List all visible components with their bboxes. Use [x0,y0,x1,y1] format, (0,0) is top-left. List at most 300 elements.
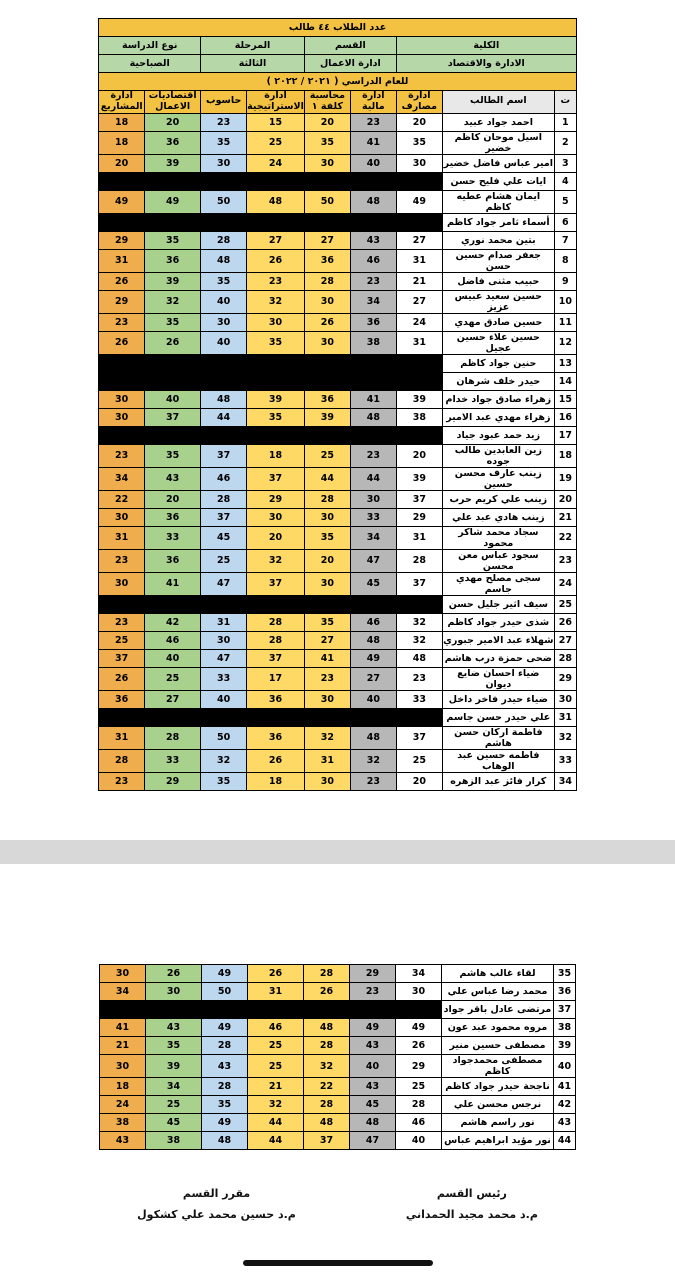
row-index: 5 [554,190,576,213]
grades-table-bottom [99,964,576,1150]
grade-cell: 20 [145,113,201,131]
row-index: 8 [554,249,576,272]
student-name: شهلاء عبد الامير جبوري [442,631,554,649]
table-row [99,772,577,790]
grade-cell: 30 [304,772,350,790]
grade-cell: 30 [100,965,146,983]
table-row [100,1037,576,1055]
col-header-subject-1: ادارة مصارف [396,91,442,114]
grade-cell [145,354,201,372]
grade-cell: 23 [350,983,396,1001]
row-index: 44 [554,1132,576,1150]
grade-cell: 20 [396,444,442,467]
grade-cell: 39 [145,272,201,290]
grade-cell: 32 [248,1096,304,1114]
row-index: 21 [554,508,576,526]
grade-cell [99,172,145,190]
grade-cell: 31 [99,526,145,549]
grade-cell: 23 [304,667,350,690]
grade-cell: 37 [145,408,201,426]
grade-cell: 18 [247,772,305,790]
grade-cell: 43 [146,1019,202,1037]
student-name: علي حيدر حسن جاسم [442,708,554,726]
grade-cell [99,354,145,372]
grade-cell: 34 [350,290,396,313]
grade-cell [396,213,442,231]
student-name: امير عباس فاضل خضير [442,154,554,172]
grade-cell: 43 [350,231,396,249]
row-index: 14 [554,372,576,390]
grade-cell: 47 [350,549,396,572]
table-body-top [99,113,577,790]
grade-cell: 22 [99,490,145,508]
student-name: زينب علي كريم حرب [442,490,554,508]
grade-cell: 48 [396,649,442,667]
grade-cell: 30 [247,313,305,331]
grade-cell [145,595,201,613]
grade-cell: 26 [247,249,305,272]
grade-cell: 23 [350,272,396,290]
student-name: سجى مصلح مهدي جاسم [442,572,554,595]
grade-cell [145,426,201,444]
row-index: 29 [554,667,576,690]
table-row [100,965,576,983]
grade-cell: 30 [304,572,350,595]
grade-cell: 25 [304,444,350,467]
grade-cell [350,213,396,231]
student-name: زيد حمد عبود جياد [442,426,554,444]
student-name: نور مؤيد ابراهيم عباس [442,1132,554,1150]
grade-cell: 30 [350,490,396,508]
grade-cell [350,595,396,613]
student-name: حسين صادق مهدي [442,313,554,331]
grade-cell: 36 [145,549,201,572]
grade-cell: 36 [247,690,305,708]
row-index: 7 [554,231,576,249]
row-index: 35 [554,965,576,983]
grade-cell: 35 [304,131,350,154]
grade-cell: 46 [350,249,396,272]
head-title: رئيس القسم [436,1187,507,1200]
grade-cell: 23 [99,313,145,331]
table-row [99,213,577,231]
grade-cell: 25 [146,1096,202,1114]
grade-cell: 35 [145,313,201,331]
table-row [99,631,577,649]
grade-cell: 27 [247,231,305,249]
grade-cell: 41 [350,390,396,408]
grade-cell: 46 [396,1114,442,1132]
table-body-bottom [100,965,576,1150]
grade-cell [304,426,350,444]
grade-cell: 25 [99,631,145,649]
grade-cell: 32 [247,549,305,572]
table-row [99,113,577,131]
grade-cell: 23 [99,772,145,790]
grade-cell: 26 [99,667,145,690]
table-row [99,667,577,690]
grade-cell: 48 [247,190,305,213]
grade-cell: 48 [202,1132,248,1150]
grade-cell: 31 [201,613,247,631]
grade-cell: 48 [350,631,396,649]
grade-cell: 31 [396,249,442,272]
grade-cell [350,372,396,390]
grade-cell: 35 [146,1037,202,1055]
grade-cell: 31 [396,331,442,354]
grade-cell: 25 [248,1037,304,1055]
grade-cell [304,595,350,613]
grade-cell: 42 [145,613,201,631]
grade-cell: 30 [396,983,442,1001]
row-index: 23 [554,549,576,572]
grade-cell: 35 [201,272,247,290]
grade-cell: 45 [350,1096,396,1114]
grade-cell: 29 [145,772,201,790]
student-name: زينب عارف محسن حسين [442,467,554,490]
grade-cell: 37 [304,1132,350,1150]
home-indicator [243,1260,433,1266]
grade-cell: 47 [350,1132,396,1150]
grade-cell: 49 [350,1019,396,1037]
table-row [99,313,577,331]
student-name: كرار فائز عبد الزهره [442,772,554,790]
grade-cell: 20 [145,490,201,508]
grade-cell: 32 [304,1055,350,1078]
row-index: 41 [554,1078,576,1096]
grade-cell: 49 [396,1019,442,1037]
grade-cell: 25 [247,131,305,154]
grade-cell: 35 [304,613,350,631]
grade-cell [201,172,247,190]
grade-cell: 35 [247,331,305,354]
row-index: 42 [554,1096,576,1114]
grade-cell: 18 [99,113,145,131]
grade-cell: 28 [201,231,247,249]
table-row [99,372,577,390]
grade-cell [145,213,201,231]
grade-cell: 28 [304,965,350,983]
student-name: نرجس محسن علي [442,1096,554,1114]
grade-cell [99,708,145,726]
grade-cell: 30 [304,290,350,313]
grade-cell: 48 [201,390,247,408]
row-index: 40 [554,1055,576,1078]
student-name: لقاء غالب هاشم [442,965,554,983]
row-index: 26 [554,613,576,631]
grade-cell: 27 [304,631,350,649]
grade-cell: 47 [201,572,247,595]
grade-cell [247,172,305,190]
grade-cell: 43 [202,1055,248,1078]
academic-year: للعام الدراسي ( ٢٠٢١ / ٢٠٢٢ ) [99,73,577,91]
grade-cell: 40 [201,690,247,708]
students-count: عدد الطلاب ٤٤ طالب [99,19,577,37]
grade-cell: 50 [202,983,248,1001]
table-row [99,426,577,444]
grade-cell: 40 [201,290,247,313]
table-row [99,154,577,172]
grade-cell [304,708,350,726]
grade-cell: 44 [248,1132,304,1150]
table-row [99,649,577,667]
grade-cell: 29 [396,508,442,526]
grade-cell: 18 [100,1078,146,1096]
grade-cell [99,213,145,231]
grade-cell [396,595,442,613]
table-row [99,354,577,372]
row-index: 19 [554,467,576,490]
grade-cell: 48 [350,408,396,426]
grade-cell: 34 [99,467,145,490]
grade-cell [350,1001,396,1019]
grade-cell [99,426,145,444]
grade-cell [145,372,201,390]
grades-table-top [98,18,577,791]
row-index: 28 [554,649,576,667]
row-index: 22 [554,526,576,549]
student-name: ضياء احسان ضايع ديوان [442,667,554,690]
grade-cell: 37 [247,467,305,490]
row-index: 1 [554,113,576,131]
student-name: ايمان هشام عطيه كاظم [442,190,554,213]
table-row [99,613,577,631]
grade-cell: 37 [201,508,247,526]
grade-cell [247,708,305,726]
grade-cell [201,595,247,613]
grade-cell [396,426,442,444]
row-index: 15 [554,390,576,408]
grade-cell: 46 [145,631,201,649]
student-name: مروه محمود عبد عون [442,1019,554,1037]
meta-value-stage: الثالثة [201,55,305,73]
student-name: محمد رضا عباس علي [442,983,554,1001]
grade-cell: 50 [304,190,350,213]
grade-cell: 17 [247,667,305,690]
grade-cell: 28 [304,272,350,290]
grade-cell: 46 [350,613,396,631]
grade-cell [396,354,442,372]
grade-cell: 30 [99,572,145,595]
grade-cell: 30 [99,508,145,526]
grade-cell: 31 [248,983,304,1001]
table-row [99,708,577,726]
grade-cell: 36 [145,249,201,272]
grade-cell: 32 [350,749,396,772]
grade-cell: 30 [304,154,350,172]
meta-value-college: الادارة والاقتصاد [396,55,576,73]
grade-cell: 31 [396,526,442,549]
grade-cell: 40 [350,154,396,172]
grade-cell: 23 [201,113,247,131]
row-index: 27 [554,631,576,649]
grade-cell [247,595,305,613]
grade-cell: 34 [396,965,442,983]
student-name: احمد جواد عبيد [442,113,554,131]
grade-cell: 30 [146,983,202,1001]
grade-cell [304,372,350,390]
grade-cell: 32 [396,631,442,649]
grade-cell: 25 [248,1055,304,1078]
grade-cell: 43 [145,467,201,490]
student-name: ناجحة حيدر جواد كاظم [442,1078,554,1096]
grade-cell: 43 [350,1037,396,1055]
grade-cell: 41 [304,649,350,667]
student-name: اسيل موحان كاظم خضير [442,131,554,154]
col-header-subject-3: محاسبة كلفة ١ [304,91,350,114]
grade-cell: 32 [304,726,350,749]
grade-cell: 36 [145,131,201,154]
grade-cell: 30 [201,154,247,172]
grade-cell [396,708,442,726]
grade-cell [145,172,201,190]
grade-cell: 43 [100,1132,146,1150]
grade-cell: 26 [146,965,202,983]
grade-cell: 20 [396,113,442,131]
grade-cell: 37 [247,572,305,595]
table-row [99,508,577,526]
grade-cell: 46 [201,467,247,490]
row-index: 24 [554,572,576,595]
grade-cell: 30 [304,331,350,354]
grade-cell: 31 [304,749,350,772]
grade-cell [304,213,350,231]
row-index: 34 [554,772,576,790]
grade-cell: 36 [304,249,350,272]
row-index: 25 [554,595,576,613]
table-row [100,1078,576,1096]
meta-label-college: الكلية [396,37,576,55]
row-index: 9 [554,272,576,290]
grade-cell: 37 [396,490,442,508]
student-name: زهراء صادق جواد خدام [442,390,554,408]
grade-cell: 48 [201,249,247,272]
table-row [100,1055,576,1078]
row-index: 10 [554,290,576,313]
student-name: مصطفى حسين منير [442,1037,554,1055]
grade-cell [396,372,442,390]
grade-cell: 48 [350,1114,396,1132]
grade-cell: 43 [350,1078,396,1096]
col-header-subject-5: حاسوب [201,91,247,114]
grade-cell: 23 [350,772,396,790]
grade-cell: 41 [100,1019,146,1037]
row-index: 37 [554,1001,576,1019]
student-name: فاطمة اركان حسن هاشم [442,726,554,749]
grade-cell: 28 [304,1037,350,1055]
grade-cell: 26 [247,749,305,772]
grade-cell: 23 [99,613,145,631]
grade-cell [247,354,305,372]
grade-cell: 37 [99,649,145,667]
grade-cell: 20 [396,772,442,790]
table-row [99,749,577,772]
table-row [99,408,577,426]
grade-cell: 38 [350,331,396,354]
grade-cell [145,708,201,726]
table-row [99,467,577,490]
grade-cell: 48 [304,1019,350,1037]
head-name: م.د محمد مجيد الحمداني [405,1207,538,1221]
grade-cell: 33 [145,749,201,772]
grade-cell: 18 [247,444,305,467]
grade-cell: 36 [350,313,396,331]
student-name: ضحى حمزة درب هاشم [442,649,554,667]
grade-cell: 38 [396,408,442,426]
table-row [99,595,577,613]
grade-cell: 40 [145,649,201,667]
row-index: 30 [554,690,576,708]
student-name: سيف اثير جليل حسن [442,595,554,613]
grade-cell: 33 [145,526,201,549]
student-name: حنين جواد كاظم [442,354,554,372]
grade-cell: 40 [145,390,201,408]
student-name: أسماء ثامر جواد كاظم [442,213,554,231]
grade-cell: 26 [304,313,350,331]
sheet-page-2 [0,864,675,1280]
table-row [100,1019,576,1037]
grade-cell [304,354,350,372]
grade-cell: 49 [350,649,396,667]
row-index: 2 [554,131,576,154]
grade-cell: 34 [350,526,396,549]
row-index: 13 [554,354,576,372]
grade-cell: 50 [201,190,247,213]
grade-cell: 39 [304,408,350,426]
grade-cell: 33 [350,508,396,526]
grade-cell: 26 [145,331,201,354]
grade-cell: 23 [99,444,145,467]
grade-cell: 23 [247,272,305,290]
table-row [100,1096,576,1114]
student-name: زين العابدين طالب جوده [442,444,554,467]
table-row [100,983,576,1001]
grade-cell: 26 [304,983,350,1001]
row-index: 6 [554,213,576,231]
grade-cell: 25 [145,667,201,690]
table-row [99,490,577,508]
col-header-subject-2: ادارة مالية [350,91,396,114]
grade-cell: 23 [396,667,442,690]
grade-cell: 29 [99,231,145,249]
grade-cell: 15 [247,113,305,131]
grade-cell [396,172,442,190]
grade-cell [248,1001,304,1019]
grade-cell: 20 [304,113,350,131]
row-index: 32 [554,726,576,749]
grade-cell: 30 [304,690,350,708]
meta-value-department: ادارة الاعمال [304,55,396,73]
table-row [99,249,577,272]
grade-cell [396,1001,442,1019]
signature-head-of-department [406,1184,538,1226]
grade-cell: 49 [99,190,145,213]
grade-cell: 24 [247,154,305,172]
row-index: 4 [554,172,576,190]
grade-cell: 35 [396,131,442,154]
grade-cell: 24 [396,313,442,331]
grade-cell: 40 [396,1132,442,1150]
grade-cell: 36 [304,390,350,408]
grade-cell: 29 [247,490,305,508]
grade-cell: 30 [396,154,442,172]
grade-cell: 36 [145,508,201,526]
row-index: 38 [554,1019,576,1037]
grade-cell: 48 [304,1114,350,1132]
table-row [100,1001,576,1019]
grade-cell: 39 [146,1055,202,1078]
row-index: 3 [554,154,576,172]
